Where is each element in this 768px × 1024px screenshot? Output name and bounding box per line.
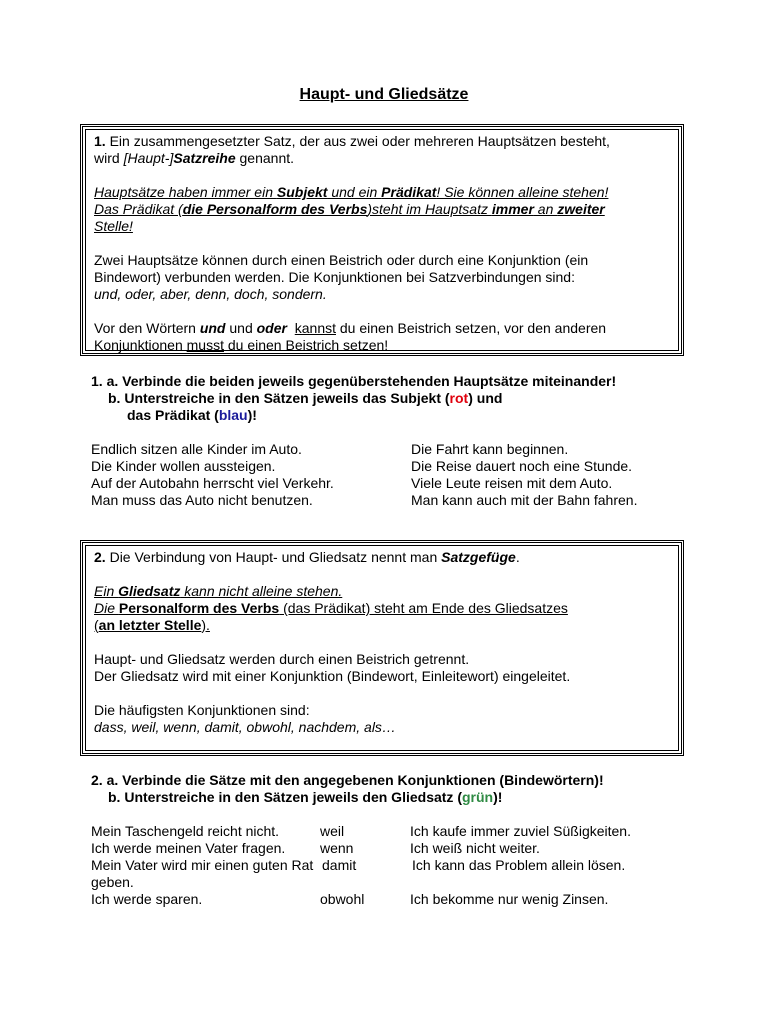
box1-term: kannst <box>294 320 336 336</box>
task2-b-text: )! <box>493 789 503 805</box>
task2-b-text: b. Unterstreiche in den Sätzen jeweils den Gliedsatz ( <box>108 789 462 805</box>
color-word-blue: blau <box>218 407 248 423</box>
box2-term: an letzter Stelle <box>98 617 202 633</box>
pair-right: Die Reise dauert noch eine Stunde. <box>411 458 633 474</box>
task1-b-text: ) und <box>468 390 503 406</box>
pair-left: Man muss das Auto nicht benutzen. <box>91 492 313 508</box>
pair-left: Auf der Autobahn herrscht viel Verkehr. <box>91 475 334 491</box>
main-clause: Ich werde meinen Vater fragen. <box>91 840 286 856</box>
box1-term: oder <box>256 320 287 336</box>
exercise-row <box>91 857 711 891</box>
pair-right: Viele Leute reisen mit dem Auto. <box>411 475 613 491</box>
box1-term: die Personalform des Verbs <box>182 201 368 217</box>
box1-text: Hauptsätze haben immer ein <box>94 184 277 200</box>
pair-right: Man kann auch mit der Bahn fahren. <box>411 492 638 508</box>
pair-row <box>91 492 711 509</box>
box1-text: Konjunktionen <box>94 337 187 353</box>
task1-b <box>91 390 616 407</box>
box2-text: Die <box>94 600 119 616</box>
page-title: Haupt- und Gliedsätze <box>299 86 469 103</box>
pair-row <box>91 458 711 475</box>
box2-text: Ein <box>94 583 119 599</box>
task1-c-text: das Prädikat ( <box>127 407 219 423</box>
box2-text: Der Gliedsatz wird mit einer Konjunktion (Bindewort, Einleitewort) eingeleitet. <box>94 668 571 684</box>
box2-text: ( <box>94 617 99 633</box>
box1-text: und ein <box>327 184 382 200</box>
box2-rule <box>94 583 670 600</box>
conjunction: obwohl <box>320 891 365 907</box>
box1-term: Prädikat <box>381 184 437 200</box>
box1-line1 <box>94 133 670 150</box>
box1-term: zweiter <box>557 201 605 217</box>
box1-text: Das Prädikat ( <box>94 201 183 217</box>
pair-left: Endlich sitzen alle Kinder im Auto. <box>91 441 302 457</box>
exercise-row <box>91 891 711 908</box>
box2-term: Gliedsatz <box>118 583 181 599</box>
box1-term: [Haupt-] <box>123 150 174 166</box>
sub-clause: Ich bekomme nur wenig Zinsen. <box>410 891 609 907</box>
task1-c <box>91 407 616 424</box>
sub-clause: Ich kaufe immer zuviel Süßigkeiten. <box>410 823 631 839</box>
conjunction: damit <box>322 857 357 873</box>
box1-text: Ein zusammengesetzter Satz, der aus zwei oder mehreren Hauptsätzen besteht, <box>105 133 610 149</box>
box1-line2 <box>94 150 670 167</box>
box1-text: Stelle! <box>94 218 133 234</box>
box1-text: Zwei Hauptsätze können durch einen Beistrich oder durch eine Konjunktion (ein <box>94 252 589 268</box>
box2-text: kann nicht alleine stehen. <box>180 583 343 599</box>
conjunction-exercise <box>91 823 711 908</box>
box1-term: Subjekt <box>276 184 328 200</box>
box2-text: (das Prädikat) steht am Ende des Gliedsatzes <box>279 600 568 616</box>
box1-term: Satzreihe <box>173 150 236 166</box>
box1-rule <box>94 201 670 235</box>
box2-paragraph <box>94 651 670 685</box>
color-word-green: grün <box>461 789 494 805</box>
box2-rule <box>94 600 670 634</box>
info-box-satzreihe <box>82 126 682 354</box>
pair-row <box>91 441 711 458</box>
box1-paragraph <box>94 252 670 303</box>
box2-paragraph <box>94 702 670 736</box>
pair-row <box>91 475 711 492</box>
info-box-satzgefuege <box>82 542 682 754</box>
task2-instructions <box>91 772 604 806</box>
box1-text: du einen Beistrich setzen, vor den anderen <box>336 320 607 336</box>
box1-paragraph <box>94 320 670 354</box>
box1-rule <box>94 184 670 201</box>
box1-term: immer <box>491 201 534 217</box>
box1-number: 1. <box>94 133 106 149</box>
box2-text: . <box>515 549 520 565</box>
box2-text: Haupt- und Gliedsatz werden durch einen Beistrich getrennt. <box>94 651 470 667</box>
sentence-pairs <box>91 441 711 509</box>
box2-number: 2. <box>94 549 106 565</box>
sub-clause: Ich kann das Problem allein lösen. <box>412 857 626 873</box>
task1-b-text: b. Unterstreiche in den Sätzen jeweils das Subjekt ( <box>108 390 450 406</box>
pair-right: Die Fahrt kann beginnen. <box>411 441 569 457</box>
box2-conjunction-list: dass, weil, wenn, damit, obwohl, nachdem, als… <box>94 719 396 735</box>
box1-text: Vor den Wörtern <box>94 320 200 336</box>
pair-left: Die Kinder wollen aussteigen. <box>91 458 276 474</box>
box1-term: und <box>199 320 226 336</box>
box2-line1 <box>94 549 670 566</box>
main-clause: Mein Taschengeld reicht nicht. <box>91 823 280 839</box>
task2-a: 2. a. Verbinde die Sätze mit den angegebenen Konjunktionen (Bindewörtern)! <box>91 772 604 788</box>
box1-text: ! Sie können alleine stehen! <box>436 184 609 200</box>
box1-text <box>287 320 295 336</box>
box1-text: du einen Beistrich setzen! <box>223 337 389 353</box>
conjunction: wenn <box>320 840 354 856</box>
color-word-red: rot <box>449 390 469 406</box>
box1-text: genannt. <box>235 150 295 166</box>
box1-text: wird <box>94 150 124 166</box>
exercise-row <box>91 840 711 857</box>
box2-text: ). <box>201 617 210 633</box>
box2-term: Satzgefüge <box>441 549 516 565</box>
box2-term: Personalform des Verbs <box>118 600 280 616</box>
box1-text: )steht im Hauptsatz <box>367 201 492 217</box>
box1-conjunction-list: und, oder, aber, denn, doch, sondern. <box>94 286 327 302</box>
box1-text: und <box>225 320 257 336</box>
main-clause: Ich werde sparen. <box>91 891 203 907</box>
box2-text: Die häufigsten Konjunktionen sind: <box>94 702 310 718</box>
box1-text: Bindewort) verbunden werden. Die Konjunktionen bei Satzverbindungen sind: <box>94 269 575 285</box>
task1-instructions <box>91 373 616 424</box>
exercise-row <box>91 823 711 840</box>
box2-text: Die Verbindung von Haupt- und Gliedsatz nennt man <box>105 549 442 565</box>
task1-c-text: )! <box>247 407 257 423</box>
conjunction: weil <box>320 823 345 839</box>
task2-b <box>91 789 604 806</box>
box1-term: musst <box>186 337 224 353</box>
sub-clause: Ich weiß nicht weiter. <box>410 840 540 856</box>
main-clause: Mein Vater wird mir einen guten Rat geben. <box>91 857 314 890</box>
task1-a: 1. a. Verbinde die beiden jeweils gegenüberstehenden Hauptsätze miteinander! <box>91 373 617 389</box>
box1-text: an <box>533 201 558 217</box>
